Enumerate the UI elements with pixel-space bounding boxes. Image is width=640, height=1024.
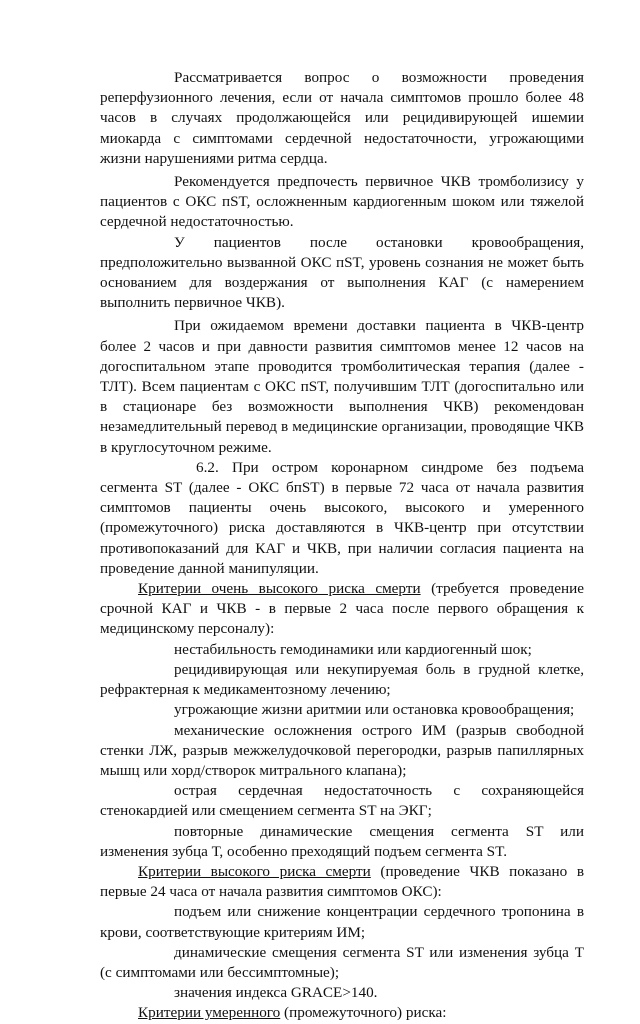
high-risk-item: значения индекса GRACE>140. xyxy=(174,984,378,1002)
very-high-risk-item: повторные динамические смещения сегмента ST или изменения зубца Т, особенно преходящий подъем сегмента ST. xyxy=(100,822,584,860)
high-risk-item: подъем или снижение концентрации сердечного тропонина в крови, соответствующие критериям ИМ; xyxy=(100,903,584,941)
paragraph-primary-pci-preference: Рекомендуется предпочесть первичное ЧКВ тромболизису у пациентов с ОКС пST, осложненным кардиогенным шоком или тяжелой сердечной недостаточностью. xyxy=(100,173,584,231)
very-high-risk-item: механические осложнения острого ИМ (разрыв свободной стенки ЛЖ, разрыв межжелудочковой перегородки, разрыв папиллярных мышц или хорд/створок митрального клапана); xyxy=(100,721,584,779)
paragraph-section-6-2: 6.2. При остром коронарном синдроме без подъема сегмента ST (далее - ОКС бпST) в первые 72 часа от начала развития симптомов пациенты очень высокого, высокого и умеренного (промежуточного) риска доставляются в ЧКВ-центр при отсутствии противопоказаний для КАГ и ЧКВ, при наличии согласия пациента на проведение данной манипуляции. xyxy=(100,458,584,577)
very-high-risk-heading: Критерии очень высокого риска смерти xyxy=(138,580,421,598)
very-high-risk-heading-paragraph xyxy=(100,579,584,640)
paragraph-thrombolysis: При ожидаемом времени доставки пациента в ЧКВ-центр более 2 часов и при давности развития симптомов менее 12 часов на догоспитальном этапе проводится тромболитическая терапия (далее - ТЛТ). Всем пациентам с ОКС пST, получившим ТЛТ (догоспитально или в стационаре без возможности выполнения ЧКВ) рекомендован незамедлительный перевод в медицинские организации, проводящие ЧКВ в круглосуточном режиме. xyxy=(100,317,584,456)
moderate-risk-heading: Критерии умеренного xyxy=(138,1004,281,1022)
high-risk-item: динамические смещения сегмента ST или изменения зубца Т (с симптомами или бессимптомные); xyxy=(100,943,584,981)
high-risk-heading: Критерии высокого риска смерти xyxy=(138,862,371,880)
very-high-risk-heading-rest: (требуется проведение срочной КАГ и ЧКВ - в первые 2 часа после первого обращения к медицинскому персоналу): xyxy=(100,580,585,638)
high-risk-heading-rest: (проведение ЧКВ показано в первые 24 часа от начала развития симптомов ОКС): xyxy=(100,862,584,901)
high-risk-heading-paragraph xyxy=(100,862,584,902)
document-page xyxy=(100,68,584,1024)
paragraph-reperfusion-48h: Рассматривается вопрос о возможности проведения реперфузионного лечения, если от начала симптомов прошло более 48 часов в случаях продолжающейся или рецидивирующей ишемии миокарда с симптомами сердечной недостаточности, угрожающими жизни нарушениями ритма сердца. xyxy=(100,69,584,167)
paragraph-cardiac-arrest: У пациентов после остановки кровообращения, предположительно вызванной ОКС пST, уровень сознания не может быть основанием для воздержания от выполнения КАГ (с намерением выполнить первичное ЧКВ). xyxy=(100,233,584,312)
very-high-risk-item: острая сердечная недостаточность с сохраняющейся стенокардией или смещением сегмента ST на ЭКГ; xyxy=(100,782,584,820)
moderate-risk-heading-rest: (промежуточного) риска: xyxy=(280,1004,447,1022)
moderate-risk-heading-paragraph xyxy=(100,1003,584,1023)
very-high-risk-item: угрожающие жизни аритмии или остановка кровообращения; xyxy=(174,701,575,719)
very-high-risk-item: нестабильность гемодинамики или кардиогенный шок; xyxy=(174,640,532,658)
very-high-risk-item: рецидивирующая или некупируемая боль в грудной клетке, рефрактерная к медикаментозному лечению; xyxy=(100,660,584,699)
